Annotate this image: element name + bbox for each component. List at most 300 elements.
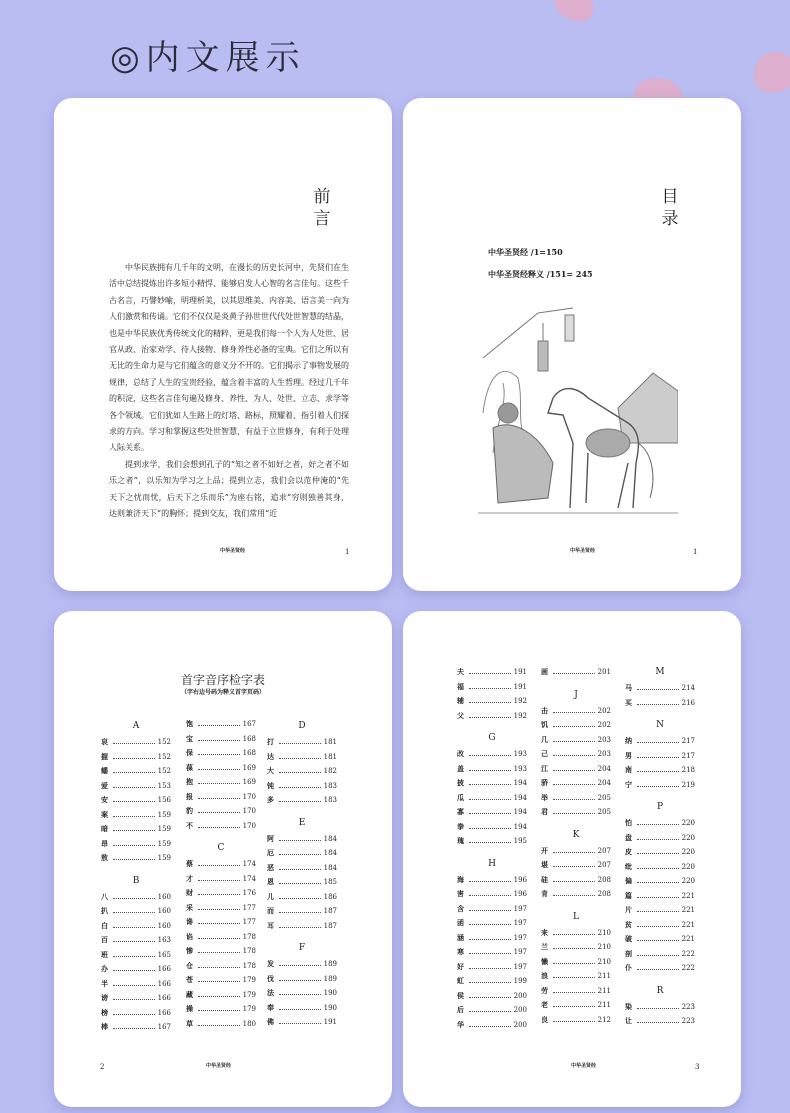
index-page-number: 211 <box>597 972 611 980</box>
dot-leader <box>553 706 595 713</box>
index-letter-heading: A <box>132 721 140 731</box>
index-entry <box>541 1000 611 1010</box>
index-page-number: 194 <box>513 822 527 831</box>
index-page-number: 205 <box>597 793 611 802</box>
index-character: 扒 <box>101 906 108 915</box>
index-entry <box>186 946 256 956</box>
index-entry <box>101 810 171 820</box>
index-character: 硅 <box>541 874 548 884</box>
dot-leader <box>553 942 595 949</box>
index-character: 劳 <box>541 985 548 995</box>
index-entry <box>101 1022 171 1032</box>
index-entry <box>186 903 256 913</box>
dot-leader <box>553 749 595 756</box>
index-page-number: 156 <box>157 796 171 804</box>
dot-leader <box>198 821 240 828</box>
index-character: 懒 <box>541 956 548 966</box>
index-entry <box>101 737 171 747</box>
dot-leader <box>637 862 679 869</box>
index-page-number: 212 <box>597 1015 611 1024</box>
dot-leader <box>469 793 511 800</box>
index-page-number: 187 <box>323 921 337 930</box>
index-letter-heading: K <box>572 829 580 840</box>
index-page-number: 182 <box>323 767 337 775</box>
index-character: 饱 <box>186 719 193 728</box>
index-entry <box>625 934 695 944</box>
dot-leader <box>113 853 155 860</box>
index-page-number: 194 <box>513 793 527 802</box>
index-page-number: 167 <box>242 720 256 728</box>
index-letter-heading: C <box>217 843 225 853</box>
index-entry <box>625 847 695 857</box>
index-entry <box>625 736 695 746</box>
index-character: 好 <box>457 961 464 971</box>
index-entry <box>625 963 695 973</box>
index-entry <box>101 892 171 902</box>
index-page-number: 170 <box>242 807 256 815</box>
index-entry <box>457 711 527 721</box>
index-letter-heading: H <box>488 858 496 869</box>
index-page-number: 170 <box>242 821 256 830</box>
dot-leader <box>469 764 511 771</box>
index-page-number: 183 <box>323 781 337 790</box>
index-entry <box>457 682 527 692</box>
running-footer: 中华圣贤经 <box>570 548 596 554</box>
index-page-number: 163 <box>157 936 171 944</box>
dot-leader <box>198 777 240 784</box>
dot-leader <box>637 736 679 743</box>
index-page-number: 181 <box>323 738 337 746</box>
dot-leader <box>198 748 240 755</box>
dot-leader <box>198 806 240 813</box>
dot-leader <box>198 990 240 997</box>
index-page-number: 168 <box>242 734 256 743</box>
index-letter-heading: E <box>298 817 306 828</box>
index-character: 改 <box>457 749 464 758</box>
index-page-number: 221 <box>681 920 695 929</box>
dot-leader <box>279 863 321 870</box>
index-entry <box>101 906 171 916</box>
index-character: 剖 <box>625 948 632 958</box>
index-character: 肯 <box>541 889 548 898</box>
index-entry <box>186 792 256 802</box>
index-page-number: 204 <box>597 764 611 773</box>
index-entry <box>267 892 337 902</box>
index-entry <box>541 778 611 788</box>
index-entry <box>101 824 171 834</box>
index-page-number: 160 <box>157 892 171 901</box>
index-character: 马 <box>625 683 632 692</box>
index-page-number: 204 <box>597 779 611 787</box>
index-entry <box>267 863 337 873</box>
index-entry <box>186 763 256 773</box>
index-character: 后 <box>457 1005 464 1014</box>
index-page-number: 217 <box>681 751 695 760</box>
index-page-number: 192 <box>513 711 527 720</box>
index-character: 发 <box>267 959 274 968</box>
index-page-number: 221 <box>681 935 695 943</box>
dot-leader <box>469 711 511 718</box>
dot-leader <box>553 778 595 785</box>
index-page-number: 196 <box>513 890 527 898</box>
index-page-number: 201 <box>597 668 611 676</box>
index-page-number: 178 <box>242 961 256 970</box>
index-page-number: 194 <box>513 779 527 787</box>
index-page-number: 184 <box>323 863 337 872</box>
index-letter-heading: N <box>656 720 664 730</box>
index-page-number: 191 <box>513 668 527 676</box>
index-page-number: 222 <box>681 964 695 972</box>
dot-leader <box>198 792 240 799</box>
index-entry <box>541 986 611 996</box>
dot-leader <box>637 698 679 705</box>
dot-leader <box>279 795 321 802</box>
index-page-number: 220 <box>681 877 695 885</box>
dot-leader <box>113 921 155 928</box>
index-character: 达 <box>267 751 274 761</box>
dot-leader <box>198 903 240 910</box>
index-entry <box>267 877 337 887</box>
index-page-number: 153 <box>157 781 171 790</box>
index-character: 安 <box>101 795 108 804</box>
index-character: 办 <box>101 964 108 973</box>
index-entry <box>541 764 611 774</box>
index-page-number: 197 <box>513 904 527 913</box>
index-entry <box>186 821 256 831</box>
index-page-number: 159 <box>157 825 171 833</box>
index-entry <box>541 749 611 759</box>
running-footer: 中华圣贤经 <box>571 1063 597 1069</box>
index-character: 昂 <box>101 838 108 848</box>
dot-leader <box>469 904 511 911</box>
dot-leader <box>198 763 240 770</box>
index-character: 仆 <box>625 963 632 972</box>
index-page-number: 174 <box>242 874 256 883</box>
index-entry <box>186 874 256 884</box>
index-entry <box>267 834 337 844</box>
index-character: 瓜 <box>457 792 464 802</box>
dot-leader <box>198 888 240 895</box>
index-page-number: 193 <box>513 750 527 758</box>
dot-leader <box>113 935 155 942</box>
index-page-number: 197 <box>513 962 527 971</box>
index-character: 偏 <box>625 876 632 885</box>
index-entry <box>625 891 695 901</box>
index-entry <box>267 974 337 984</box>
index-character: 操 <box>186 1004 193 1013</box>
index-entry <box>101 935 171 945</box>
index-page-number: 166 <box>157 979 171 988</box>
index-page-number: 167 <box>157 1023 171 1031</box>
contents-title: 目录 <box>661 187 679 229</box>
index-page-number: 170 <box>242 792 256 801</box>
index-entry <box>101 993 171 1003</box>
index-page-number: 223 <box>681 1002 695 1011</box>
index-character: 老 <box>541 1000 548 1009</box>
page-number: 1 <box>693 548 698 556</box>
index-entry <box>186 961 256 971</box>
index-character: 浪 <box>541 971 548 980</box>
index-character: 阿 <box>267 833 274 843</box>
index-entry <box>625 698 695 708</box>
index-page-number: 197 <box>513 948 527 956</box>
dot-leader <box>637 818 679 825</box>
index-page-number: 168 <box>242 749 256 757</box>
index-character: 不 <box>186 820 193 830</box>
dot-leader <box>198 1004 240 1011</box>
index-character: 披 <box>457 778 464 787</box>
dot-leader <box>553 846 595 853</box>
dot-leader <box>553 928 595 935</box>
index-entry <box>267 921 337 931</box>
dot-leader <box>279 848 321 855</box>
contents-page <box>403 98 741 591</box>
index-character: 饥 <box>541 720 548 729</box>
dot-leader <box>279 959 321 966</box>
index-entry <box>541 928 611 938</box>
dot-leader <box>198 932 240 939</box>
index-page-number: 210 <box>597 957 611 966</box>
index-page-number: 193 <box>513 764 527 773</box>
index-page-number: 152 <box>157 767 171 775</box>
page-number: 3 <box>695 1063 700 1071</box>
index-entry <box>267 766 337 776</box>
index-entry <box>186 888 256 898</box>
index-page-number: 169 <box>242 763 256 772</box>
index-character: 佛 <box>267 1017 274 1026</box>
index-page-number: 166 <box>157 994 171 1002</box>
index-character: 保 <box>186 748 193 757</box>
dot-leader <box>113 839 155 846</box>
index-entry <box>457 933 527 943</box>
index-entry <box>186 859 256 869</box>
dot-leader <box>469 696 511 703</box>
index-entry <box>541 846 611 856</box>
index-page-number: 159 <box>157 839 171 848</box>
index-page-number: 196 <box>513 875 527 884</box>
index-character: 拳 <box>457 821 464 831</box>
index-entry <box>186 917 256 927</box>
dot-leader <box>469 976 511 983</box>
index-page-number: 202 <box>597 706 611 715</box>
index-entry <box>457 976 527 986</box>
index-character: 谄 <box>186 931 193 941</box>
index-character: 打 <box>267 737 274 746</box>
index-character: 而 <box>267 906 274 915</box>
index-page-number: 197 <box>513 919 527 927</box>
index-character: 破 <box>625 934 632 943</box>
index-page-number: 207 <box>597 861 611 869</box>
index-page-number: 183 <box>323 796 337 804</box>
dot-leader <box>113 824 155 831</box>
index-letter-heading: G <box>488 733 496 743</box>
index-character: 爱 <box>101 780 108 790</box>
index-entry <box>625 833 695 843</box>
index-page-number: 211 <box>597 1001 611 1009</box>
index-entry <box>267 1017 337 1027</box>
preface-body <box>109 260 349 523</box>
index-letter-heading: P <box>656 802 664 812</box>
index-letter-heading: L <box>573 911 579 922</box>
dot-leader <box>113 752 155 759</box>
index-character: 辅 <box>457 696 464 705</box>
dot-leader <box>637 905 679 912</box>
index-page-number: 159 <box>157 854 171 862</box>
dot-leader <box>279 892 321 899</box>
dot-leader <box>553 667 595 674</box>
index-entry <box>625 683 695 693</box>
index-page-number: 179 <box>242 990 256 999</box>
index-page-number: 191 <box>323 1018 337 1026</box>
index-character: 案 <box>101 809 108 819</box>
index-page-number: 205 <box>597 808 611 816</box>
index-page-number: 179 <box>242 976 256 984</box>
dot-leader <box>198 1019 240 1026</box>
index-entry <box>625 1016 695 1026</box>
index-character: 皮 <box>625 847 632 856</box>
dot-leader <box>637 751 679 758</box>
dot-leader <box>279 834 321 841</box>
index-page-number: 184 <box>323 834 337 843</box>
index-page-number: 200 <box>513 991 527 1000</box>
index-character: 恩 <box>267 877 274 886</box>
index-entry <box>457 889 527 899</box>
index-character: 堪 <box>541 860 548 869</box>
index-page-number: 208 <box>597 875 611 884</box>
index-entry <box>457 991 527 1001</box>
index-page-number: 166 <box>157 1008 171 1017</box>
index-character: 海 <box>457 874 464 884</box>
dot-leader <box>113 795 155 802</box>
index-page-number: 217 <box>681 737 695 745</box>
index-character: 谗 <box>186 917 193 926</box>
index-character: 纰 <box>625 861 632 871</box>
index-entry <box>541 971 611 981</box>
index-character: 染 <box>625 1001 632 1011</box>
dot-leader <box>113 1022 155 1029</box>
index-letter-heading: M <box>655 667 665 677</box>
dot-leader <box>279 781 321 788</box>
index-entry <box>457 696 527 706</box>
index-page-number: 189 <box>323 974 337 983</box>
dot-leader <box>113 766 155 773</box>
dot-leader <box>637 683 679 690</box>
index-entry <box>625 920 695 930</box>
dot-leader <box>553 957 595 964</box>
dot-leader <box>553 793 595 800</box>
index-character: 敖 <box>101 853 108 862</box>
dot-leader <box>113 993 155 1000</box>
index-page-number: 152 <box>157 738 171 746</box>
dot-leader <box>637 1016 679 1023</box>
index-entry <box>541 957 611 967</box>
index-page-number: 220 <box>681 833 695 842</box>
index-entry <box>101 979 171 989</box>
index-character: 报 <box>186 791 193 801</box>
dot-leader <box>637 934 679 941</box>
index-character: 哀 <box>101 737 108 746</box>
preface-paragraph: 中华民族拥有几千年的文明，在漫长的历史长河中，先贤们在生活中总结提炼出许多短小精悍、能够启发人心智的名言佳句。这些千古名言，巧譬妙喻，明理析美，以其思维美、内容美、语言美一向为人们激赏和传诵。它们不仅仅是炎黄子孙世世代代处世智慧的结晶，也是中华民族优秀传统文化的精粹，更是我们每一个人为人处世、居官从政、治家劝学、待人接物、修身养性必备的宝典。它们之所以有无比的生命力是与它们蕴含的意义分不开的。它们揭示了事物发展的规律，总结了人生的宝贵经验，蕴含着丰富的人生哲理。经过几千年的积淀，这些名言佳句遍及修身、养性、为人、处世、立志、求学等各个领域。它们犹如人生路上的灯塔、路标，照耀着、指引着人们探求的方向。学习和掌握这些处世智慧，有益于立世修身，有利于处理人际关系。 <box>109 263 349 453</box>
dot-leader <box>637 833 679 840</box>
index-character: 草 <box>186 1018 193 1028</box>
index-page-number: 221 <box>681 891 695 900</box>
index-entry <box>625 949 695 959</box>
index-entry <box>457 947 527 957</box>
index-entry <box>625 862 695 872</box>
index-letter-heading: B <box>132 875 140 886</box>
index-page <box>54 611 392 1107</box>
dot-leader <box>198 859 240 866</box>
dot-leader <box>198 975 240 982</box>
index-entry <box>457 778 527 788</box>
index-entry <box>101 964 171 974</box>
index-character: 钝 <box>267 780 274 790</box>
dot-leader <box>553 735 595 742</box>
index-character: 蟠 <box>101 766 108 775</box>
dot-leader <box>113 1008 155 1015</box>
index-character: 兰 <box>541 942 548 951</box>
dot-leader <box>553 1015 595 1022</box>
dot-leader <box>469 889 511 896</box>
index-character: 男 <box>625 750 632 760</box>
preface-page <box>54 98 392 591</box>
dot-leader <box>198 961 240 968</box>
index-page-number: 177 <box>242 918 256 926</box>
index-page-number: 221 <box>681 906 695 914</box>
index-character: 苍 <box>186 975 193 984</box>
dot-leader <box>637 1002 679 1009</box>
index-entry <box>457 875 527 885</box>
index-entry <box>186 806 256 816</box>
index-character: 暗 <box>101 824 108 833</box>
index-entry <box>101 795 171 805</box>
index-entry <box>186 748 256 758</box>
index-entry <box>541 875 611 885</box>
index-entry <box>267 848 337 858</box>
dot-leader <box>198 946 240 953</box>
index-page-number: 200 <box>513 1020 527 1029</box>
horse-and-scholar-illustration <box>478 303 678 523</box>
dot-leader <box>553 720 595 727</box>
index-entry <box>457 962 527 972</box>
index-page-number: 194 <box>513 808 527 816</box>
running-footer: 中华圣贤经 <box>220 548 246 554</box>
index-entry <box>457 1005 527 1015</box>
index-character: 宁 <box>625 779 632 789</box>
dot-leader <box>198 874 240 881</box>
dot-leader <box>279 1017 321 1024</box>
index-subtitle: （字右边号码为释义首字页码） <box>180 689 265 696</box>
dot-leader <box>469 875 511 882</box>
index-character: 伐 <box>267 973 274 983</box>
dot-leader <box>469 822 511 829</box>
dot-leader <box>553 807 595 814</box>
index-entry <box>625 780 695 790</box>
index-page-number: 190 <box>323 989 337 997</box>
index-character: 半 <box>101 978 108 988</box>
index-character: 击 <box>541 705 548 715</box>
index-entry <box>541 667 611 677</box>
index-entry <box>457 836 527 846</box>
index-character: 举 <box>541 792 548 802</box>
index-character: 盘 <box>625 832 632 842</box>
index-entry <box>457 918 527 928</box>
dot-leader <box>279 737 321 744</box>
dot-leader <box>279 988 321 995</box>
index-character: 仓 <box>186 960 193 970</box>
index-character: 谤 <box>101 993 108 1002</box>
dot-leader <box>469 947 511 954</box>
